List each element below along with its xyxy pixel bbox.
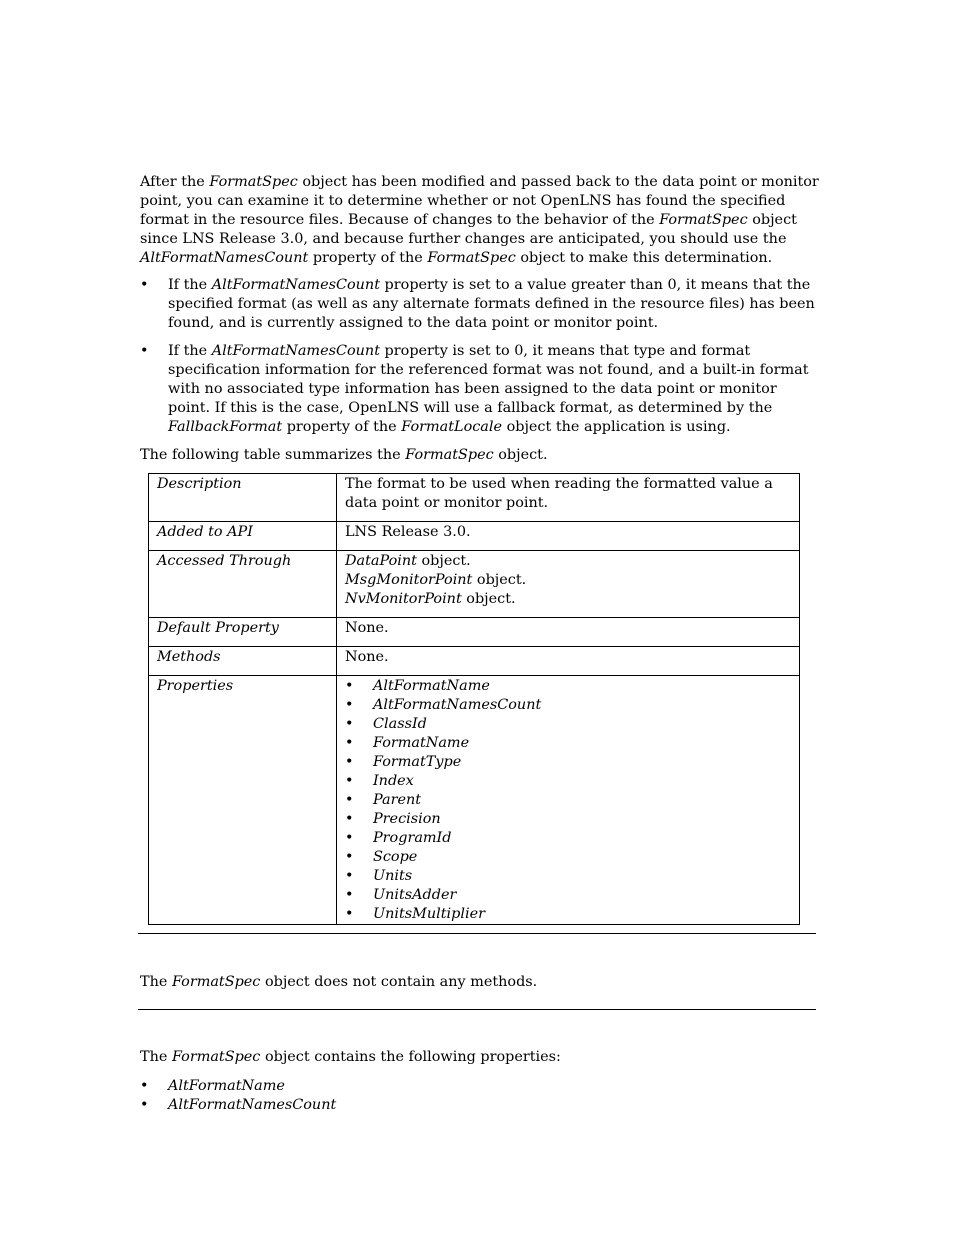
list-item: • AltFormatNamesCount	[345, 696, 791, 715]
row-label: Methods	[149, 647, 337, 676]
row-label: Properties	[149, 676, 337, 925]
row-label: Accessed Through	[149, 551, 337, 618]
list-item: • AltFormatNamesCount	[140, 1096, 336, 1115]
bullet-count-zero: • If the AltFormatNamesCount property is set to 0, it means that type and format specification information for the referenced format was not found, and a built-in format with no associated type information has been assigned to the data point or monitor point. If this is the case, OpenLNS will use a fallback format, as determined by the FallbackFormat property of the FormatLocale object the application is using.	[140, 343, 809, 435]
table-row	[149, 618, 800, 647]
bullet-icon: •	[140, 343, 149, 359]
row-value	[337, 676, 800, 925]
bullet-count-greater-than-zero: • If the AltFormatNamesCount property is set to a value greater than 0, it means that the specified format (as well as any alternate formats defined in the resource files) has been found, and is currently assigned to the data point or monitor point.	[140, 277, 815, 331]
row-value: None.	[337, 647, 800, 676]
list-item: • FormatType	[345, 753, 791, 772]
list-item: • ClassId	[345, 715, 791, 734]
properties-paragraph: The FormatSpec object contains the following properties:	[140, 1049, 561, 1065]
properties-list	[345, 677, 791, 924]
section-divider	[138, 933, 816, 934]
bullet-icon: •	[140, 277, 149, 293]
accessed-item: MsgMonitorPoint object.	[345, 572, 527, 588]
row-value	[337, 551, 800, 618]
properties-bullet-list	[140, 1077, 336, 1115]
table-row	[149, 522, 800, 551]
table-row	[149, 647, 800, 676]
list-item: • Scope	[345, 848, 791, 867]
table-row	[149, 676, 800, 925]
row-label: Default Property	[149, 618, 337, 647]
row-value: None.	[337, 618, 800, 647]
intro-paragraph: After the FormatSpec object has been modified and passed back to the data point or monitor point, you can examine it to determine whether or not OpenLNS has found the specified format in the resource files. Because of changes to the behavior of the FormatSpec object since LNS Release 3.0, and because further changes are anticipated, you should use the AltFormatNamesCount property of the FormatSpec object to make this determination.	[140, 174, 819, 266]
list-item: • ProgramId	[345, 829, 791, 848]
summary-table	[148, 473, 800, 925]
row-label: Added to API	[149, 522, 337, 551]
list-item: • UnitsAdder	[345, 886, 791, 905]
table-row	[149, 474, 800, 522]
table-intro: The following table summarizes the FormatSpec object.	[140, 447, 548, 463]
accessed-item: NvMonitorPoint object.	[345, 591, 516, 607]
list-item: • Precision	[345, 810, 791, 829]
list-item: • AltFormatName	[345, 677, 791, 696]
list-item: • Index	[345, 772, 791, 791]
section-divider	[138, 1009, 816, 1010]
row-value: LNS Release 3.0.	[337, 522, 800, 551]
list-item: • Parent	[345, 791, 791, 810]
row-value: The format to be used when reading the formatted value a data point or monitor point.	[337, 474, 800, 522]
row-label: Description	[149, 474, 337, 522]
table-row	[149, 551, 800, 618]
accessed-item: DataPoint object.	[345, 553, 471, 569]
list-item: • FormatName	[345, 734, 791, 753]
list-item: • UnitsMultiplier	[345, 905, 791, 924]
list-item: • AltFormatName	[140, 1077, 336, 1096]
list-item: • Units	[345, 867, 791, 886]
methods-paragraph: The FormatSpec object does not contain any methods.	[140, 974, 538, 990]
